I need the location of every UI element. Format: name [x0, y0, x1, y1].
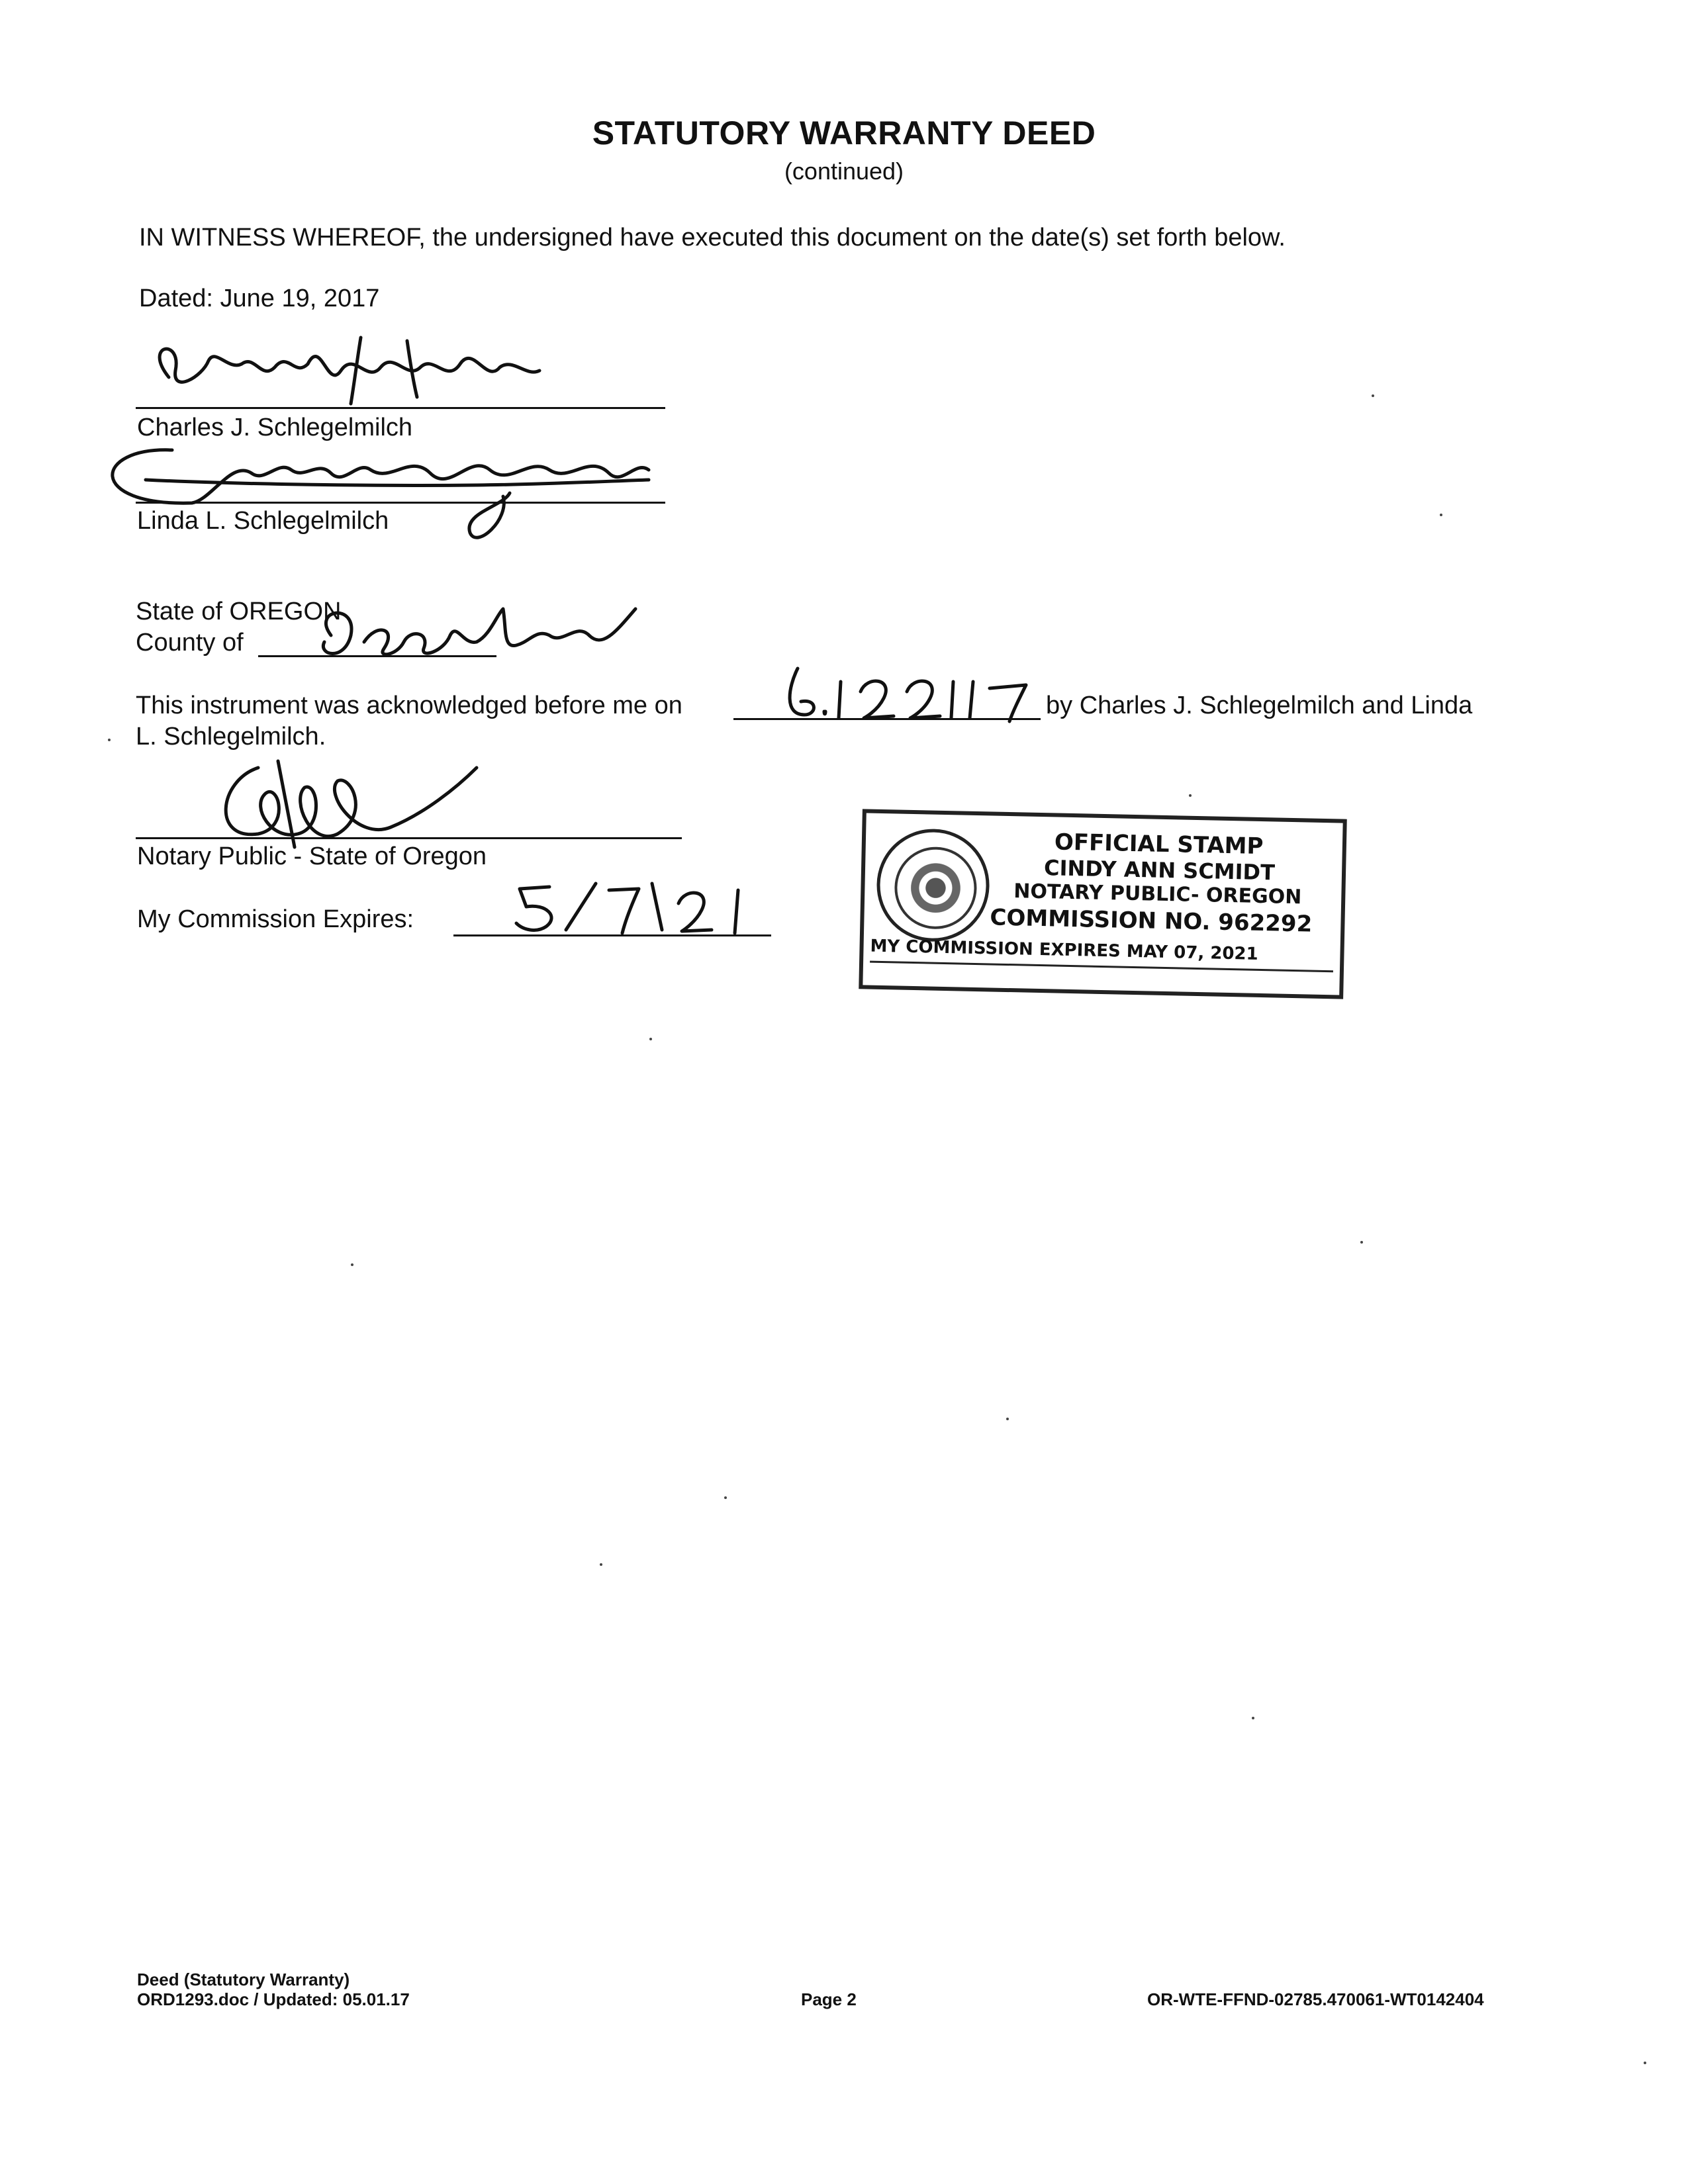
- acknowledgment-suffix: by Charles J. Schlegelmilch and Linda: [1046, 692, 1473, 719]
- document-subtitle: (continued): [784, 158, 904, 185]
- stamp-line-official: OFFICIAL STAMP: [1054, 829, 1264, 860]
- acknowledgment-continued: L. Schlegelmilch.: [136, 723, 326, 751]
- commission-expires-handwriting: [510, 877, 788, 940]
- state-seal-icon: [876, 828, 991, 943]
- stamp-line-commission: COMMISSION NO. 962292: [990, 904, 1313, 938]
- signature-line-charles: [136, 407, 665, 409]
- county-handwriting: [305, 596, 649, 668]
- signature-charles: [129, 331, 553, 417]
- official-notary-stamp: [859, 809, 1347, 999]
- signer-name-charles: Charles J. Schlegelmilch: [137, 414, 413, 441]
- signer-name-linda: Linda L. Schlegelmilch: [137, 507, 389, 535]
- notary-signature-line: [136, 837, 682, 839]
- stamp-line-name: CINDY ANN SCMIDT: [1043, 855, 1276, 886]
- commission-expires-label: My Commission Expires:: [137, 905, 414, 933]
- footer-doc-type: Deed (Statutory Warranty): [137, 1970, 350, 1989]
- acknowledgment-date-handwriting: [778, 662, 1056, 728]
- footer-doc-version: ORD1293.doc / Updated: 05.01.17: [137, 1989, 410, 2009]
- notary-public-label: Notary Public - State of Oregon: [137, 842, 487, 870]
- signature-line-linda: [136, 502, 665, 504]
- footer-file-number: OR-WTE-FFND-02785.470061-WT0142404: [1147, 1989, 1484, 2009]
- footer-page-number: Page 2: [801, 1989, 857, 2009]
- witness-statement: IN WITNESS WHEREOF, the undersigned have executed this document on the date(s) set forth below.: [139, 224, 1286, 251]
- dated-line: Dated: June 19, 2017: [139, 285, 380, 312]
- state-label: State of OREGON: [136, 598, 342, 625]
- county-label: County of: [136, 629, 244, 657]
- stamp-line-notary: NOTARY PUBLIC- OREGON: [1013, 880, 1302, 909]
- stamp-line-expires: MY COMMISSION EXPIRES MAY 07, 2021: [870, 936, 1258, 964]
- document-title: STATUTORY WARRANTY DEED: [592, 114, 1096, 152]
- signature-linda: [79, 433, 688, 559]
- acknowledgment-prefix: This instrument was acknowledged before me on: [136, 692, 682, 719]
